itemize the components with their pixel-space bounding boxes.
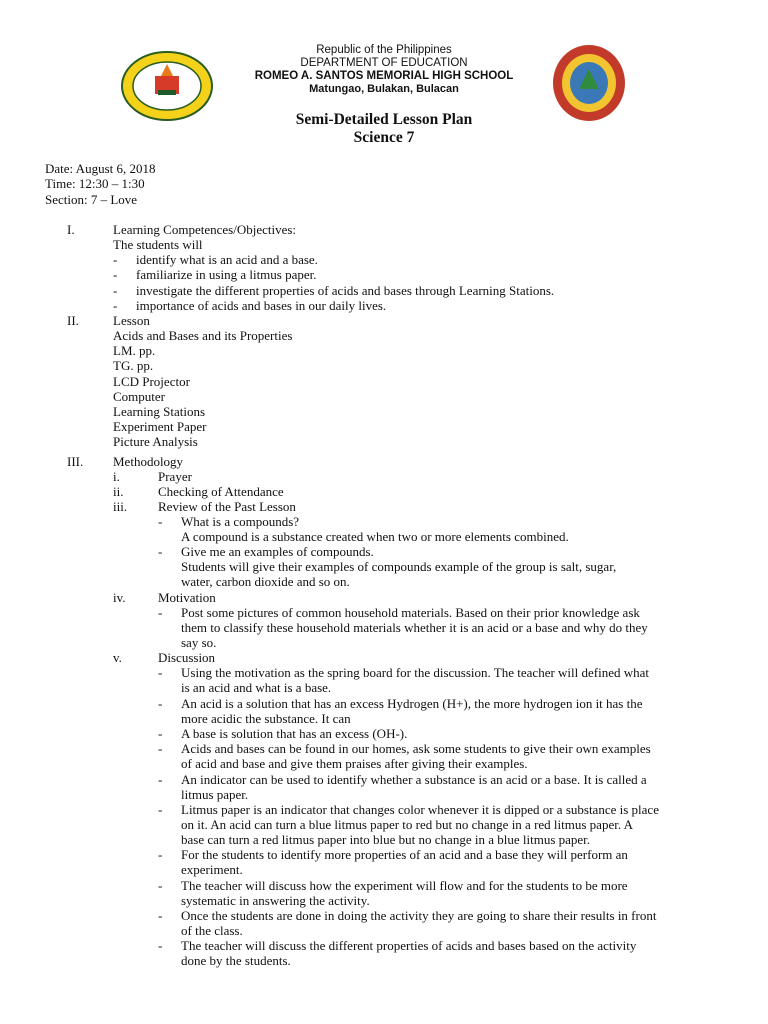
lesson-meta [45,161,156,207]
section-number: III. [67,454,84,469]
time-line: Time: 12:30 – 1:30 [45,176,145,192]
list-item: The teacher will discuss the different properties of acids and bases based on the activity [181,938,637,953]
list-item: systematic in answering the activity. [181,893,370,908]
sub-heading: Review of the Past Lesson [158,499,296,514]
list-item: base can turn a red litmus paper into blue but no change in a blue litmus paper. [181,832,591,847]
list-item: of the class. [181,923,243,938]
bullet-dash: - [113,298,118,313]
bullet-dash: - [158,802,163,817]
list-item: investigate the different properties of acids and bases through Learning Stations. [136,283,555,298]
list-item: identify what is an acid and a base. [136,252,318,267]
bullet-dash: - [158,878,163,893]
list-item: say so. [181,635,217,650]
list-item: Give me an examples of compounds. [181,544,374,559]
list-item: done by the students. [181,953,291,968]
section-heading: Methodology [113,454,184,469]
bullet-dash: - [158,772,163,787]
objectives-intro: The students will [113,237,203,252]
list-item: What is a compounds? [181,514,300,529]
list-item: importance of acids and bases in our daily lives. [136,298,387,313]
list-item: familiarize in using a litmus paper. [136,267,317,282]
list-item: Post some pictures of common household materials. Based on their prior knowledge ask [181,605,640,620]
sub-number: iii. [113,499,128,514]
list-item: of acid and base and give them praises after giving their examples. [181,756,528,771]
sub-heading: Discussion [158,650,216,665]
list-item: An indicator can be used to identify whether a substance is an acid or a base. It is called a [181,772,647,787]
list-item: them to classify these household materials whether it is an acid or a base and why do they [181,620,648,635]
bullet-dash: - [158,665,163,680]
bullet-dash: - [158,605,163,620]
bullet-dash: - [113,267,118,282]
list-item: LM. pp. [113,343,156,358]
list-item: An acid is a solution that has an excess Hydrogen (H+), the more hydrogen ion it has the [181,696,643,711]
list-item: Students will give their examples of compounds example of the group is salt, sugar, [181,559,617,574]
list-item: A compound is a substance created when two or more elements combined. [181,529,569,544]
sub-heading: Motivation [158,590,216,605]
list-item: on it. An acid can turn a blue litmus paper to red but no change in a red litmus paper. A [181,817,633,832]
bullet-dash: - [158,696,163,711]
list-item: LCD Projector [113,374,190,389]
doc-subject: Science 7 [353,129,415,146]
sub-number: iv. [113,590,126,605]
bullet-dash: - [113,252,118,267]
school-address: Matungao, Bulakan, Bulacan [309,83,459,95]
list-item: Experiment Paper [113,419,207,434]
list-item: Learning Stations [113,404,206,419]
list-item: TG. pp. [113,358,154,373]
list-item: Acids and Bases and its Properties [113,328,293,343]
bullet-dash: - [158,726,163,741]
list-item: Picture Analysis [113,434,198,449]
sub-number: v. [113,650,122,665]
list-item: litmus paper. [181,787,249,802]
list-item: The teacher will discuss how the experiment will flow and for the students to be more [181,878,628,893]
list-item: Litmus paper is an indicator that changes color whenever it is dipped or a substance is place [181,802,659,817]
sub-number: i. [113,469,120,484]
bullet-dash: - [158,544,163,559]
bullet-dash: - [158,847,163,862]
list-item: experiment. [181,862,243,877]
list-item: A base is solution that has an excess (OH-). [181,726,408,741]
list-item: For the students to identify more properties of an acid and a base they will perform an [181,847,628,862]
list-item: more acidic the substance. It can [181,711,351,726]
doc-title: Semi-Detailed Lesson Plan [295,111,473,128]
section-number: I. [67,222,75,237]
bullet-dash: - [158,908,163,923]
sub-number: ii. [113,484,124,499]
list-item: Once the students are done in doing the activity they are going to share their results in front [181,908,657,923]
list-item: is an acid and what is a base. [181,680,332,695]
list-item: Computer [113,389,165,404]
bullet-dash: - [158,938,163,953]
section-heading: Learning Competences/Objectives: [113,222,297,237]
sub-heading: Prayer [158,469,192,484]
school-name: ROMEO A. SANTOS MEMORIAL HIGH SCHOOL [254,70,514,82]
section-heading: Lesson [113,313,150,328]
section-number: II. [67,313,79,328]
section-line: Section: 7 – Love [45,191,138,207]
date-line: Date: August 6, 2018 [45,161,156,176]
bullet-dash: - [158,514,163,529]
bullet-dash: - [158,741,163,756]
letterhead [0,44,768,96]
bullet-dash: - [113,283,118,298]
list-item: Acids and bases can be found in our homes, ask some students to give their own examples [181,741,651,756]
sub-heading: Checking of Attendance [158,484,284,499]
list-item: water, carbon dioxide and so on. [181,574,350,589]
list-item: Using the motivation as the spring board for the discussion. The teacher will defined what [181,665,650,680]
department-line: DEPARTMENT OF EDUCATION [300,57,468,69]
republic-line: Republic of the Philippines [316,44,452,56]
